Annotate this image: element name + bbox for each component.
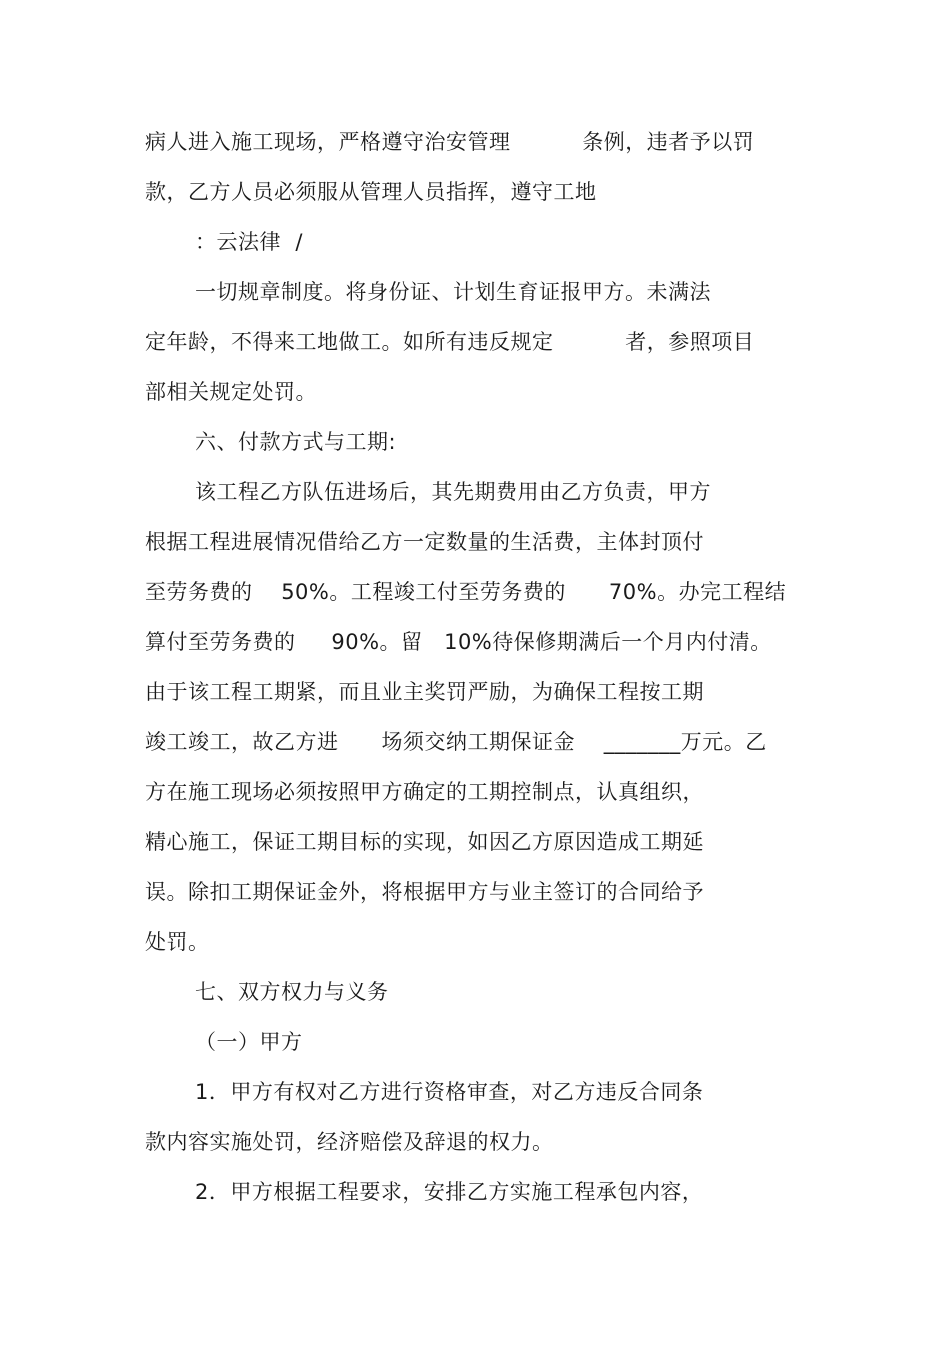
text-line: 由于该工程工期紧，而且业主奖罚严励，为确保工程按工期 bbox=[145, 680, 704, 704]
text-line: 根据工程进展情况借给乙方一定数量的生活费，主体封顶付 bbox=[145, 530, 704, 554]
text-line: 款内容实施处罚，经济赔偿及辞退的权力。 bbox=[145, 1130, 554, 1154]
text-line: 款，乙方人员必须服从管理人员指挥，遵守工地 bbox=[145, 180, 597, 204]
text-line: 至劳务费的 50%。工程竣工付至劳务费的 70%。办完工程结 bbox=[145, 580, 787, 604]
text-line: 病人进入施工现场，严格遵守治安管理 条例，违者予以罚 bbox=[145, 130, 755, 154]
section-heading: 七、双方权力与义务 bbox=[195, 980, 389, 1004]
text-line: 部相关规定处罚。 bbox=[145, 380, 317, 404]
text-line: 处罚。 bbox=[145, 930, 210, 954]
text-line: 2．甲方根据工程要求，安排乙方实施工程承包内容， bbox=[195, 1180, 704, 1204]
text-line: 算付至劳务费的 90%。留 10%待保修期满后一个月内付清。 bbox=[145, 630, 772, 654]
subsection-heading: （一）甲方 bbox=[195, 1030, 303, 1054]
text-line: 精心施工，保证工期目标的实现，如因乙方原因造成工期延 bbox=[145, 830, 704, 854]
section-heading: 六、付款方式与工期: bbox=[195, 430, 397, 454]
text-line: 定年龄，不得来工地做工。如所有违反规定 者，参照项目 bbox=[145, 330, 755, 354]
text-line: 误。除扣工期保证金外，将根据甲方与业主签订的合同给予 bbox=[145, 880, 704, 904]
text-line: 一切规章制度。将身份证、计划生育证报甲方。未满法 bbox=[195, 280, 711, 304]
text-line: 1．甲方有权对乙方进行资格审查，对乙方违反合同条 bbox=[195, 1080, 704, 1104]
text-line: 方在施工现场必须按照甲方确定的工期控制点，认真组织， bbox=[145, 780, 704, 804]
text-line: ：云法律 / bbox=[195, 230, 303, 254]
text-line: 竣工竣工，故乙方进 场须交纳工期保证金 _______万元。乙 bbox=[145, 730, 767, 754]
text-line: 该工程乙方队伍进场后，其先期费用由乙方负责，甲方 bbox=[195, 480, 711, 504]
